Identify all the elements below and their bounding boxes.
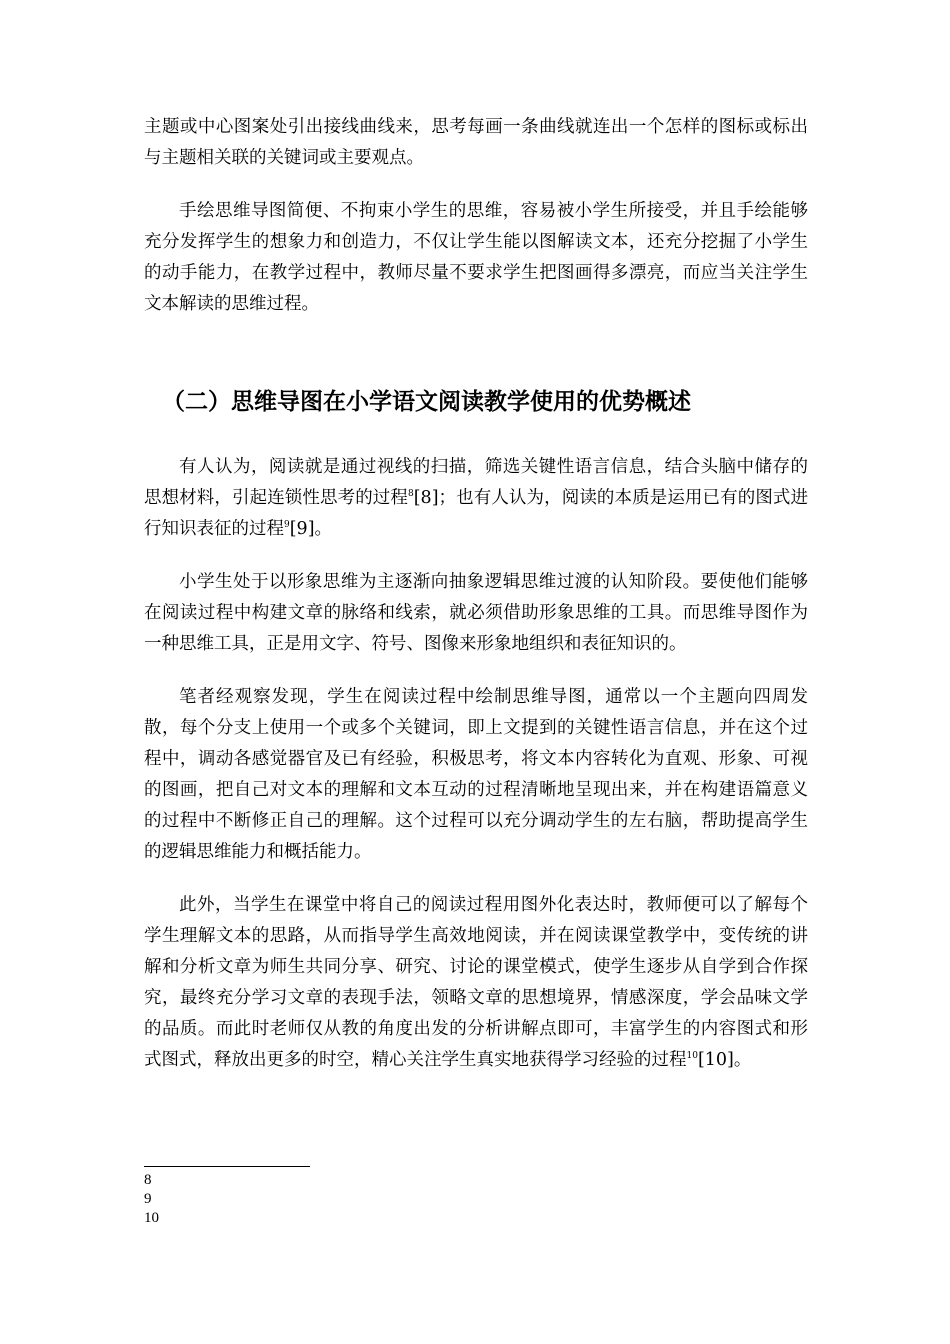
paragraph-cognitive-stage: 小学生处于以形象思维为主逐渐向抽象逻辑思维过渡的认知阶段。要使他们能够在阅读过程中构建文章的脉络和线索，就必须借助形象思维的工具。而思维导图作为一种思维工具，正是用文字、符号、图像来形象地组织和表征知识的。 [144,572,808,654]
paragraph-reading-definition [144,452,808,545]
para3-text-1: 有人认为，阅读就是通过视线的扫描，筛选关键性语言信息，结合头脑中储存的思想材料，引起连锁性思考的过程 [144,457,808,508]
footnote-10: 10 [144,1210,159,1226]
footnote-ref-8[interactable]: 8 [408,489,414,500]
para6-end: 。 [733,1050,752,1070]
citation-9: [9] [289,519,315,539]
footnotes [144,1166,808,1228]
citation-8: [8] [413,488,439,508]
section-heading: （二）思维导图在小学语文阅读教学使用的优势概述 [162,389,691,415]
citation-10: [10] [697,1050,734,1070]
para3-text-3: 。 [314,519,333,539]
paragraph-classroom [144,890,808,1076]
footnote-8: 8 [144,1172,152,1188]
para6-text: 此外，当学生在课堂中将自己的阅读过程用图外化表达时，教师便可以了解每个学生理解文本的思路，从而指导学生高效地阅读，并在阅读课堂教学中，变传统的讲解和分析文章为师生共同分享、研究、讨论的课堂模式，使学生逐步从自学到合作探究，最终充分学习文章的表现手法，领略文章的思想境界，情感深度，学会品味文学的品质。而此时老师仅从教的角度出发的分析讲解点即可，丰富学生的内容图式和形式图式，释放出更多的时空，精心关注学生真实地获得学习经验的过程 [144,895,808,1070]
document-body [144,112,808,1098]
para3-text-2: ；也有人认为，阅读的本质是运用已有的图式进行知识表征的过程 [144,488,809,539]
footnote-9: 9 [144,1191,152,1207]
footnote-divider [144,1166,310,1167]
footnote-ref-9[interactable]: 9 [284,520,290,531]
paragraph-continuation: 主题或中心图案处引出接线曲线来，思考每画一条曲线就连出一个怎样的图标或标出与主题相关联的关键词或主要观点。 [144,117,808,168]
paragraph-hand-drawn-mindmap: 手绘思维导图简便、不拘束小学生的思维，容易被小学生所接受，并且手绘能够充分发挥学生的想象力和创造力，不仅让学生能以图解读文本，还充分挖掘了小学生的动手能力，在教学过程中，教师尽量不要求学生把图画得多漂亮，而应当关注学生文本解读的思维过程。 [144,201,808,314]
paragraph-observation: 笔者经观察发现，学生在阅读过程中绘制思维导图，通常以一个主题向四周发散，每个分支上使用一个或多个关键词，即上文提到的关键性语言信息，并在这个过程中，调动各感觉器官及已有经验，积极思考，将文本内容转化为直观、形象、可视的图画，把自己对文本的理解和文本互动的过程清晰地呈现出来，并在构建语篇意义的过程中不断修正自己的理解。这个过程可以充分调动学生的左右脑，帮助提高学生的逻辑思维能力和概括能力。 [144,687,808,862]
footnote-ref-10[interactable]: 10 [686,1051,698,1062]
